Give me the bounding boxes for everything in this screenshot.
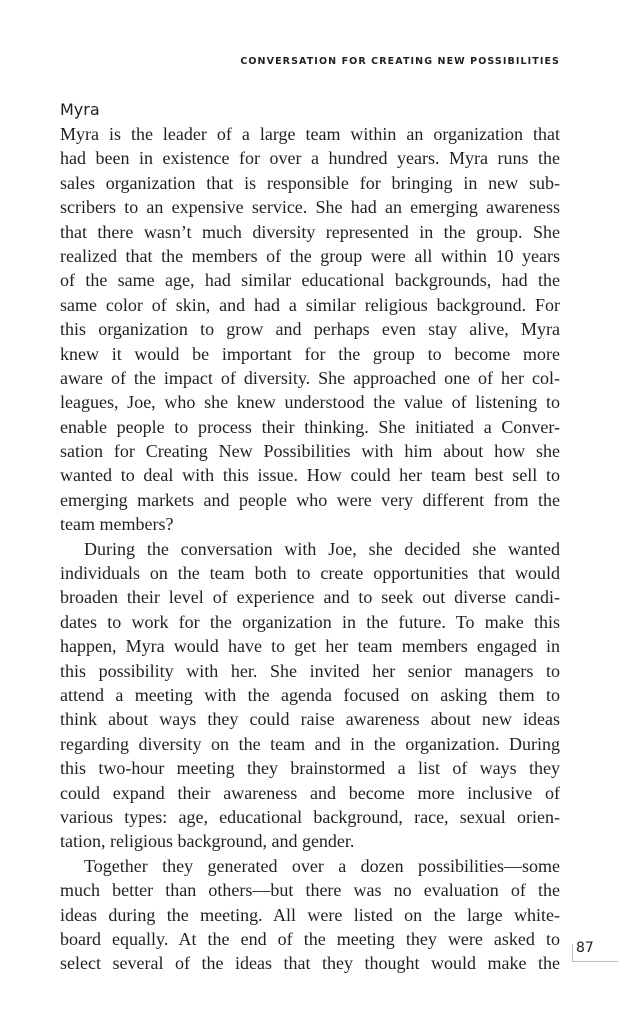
- text-line: realized that the members of the group were all within 10 years: [60, 245, 560, 266]
- section-heading: Myra: [60, 100, 100, 119]
- text-line: think about ways they could raise awareness about new ideas: [60, 709, 560, 730]
- text-line: same color of skin, and had a similar religious background. For: [60, 294, 560, 315]
- text-line: board equally. At the end of the meeting they were asked to: [60, 928, 560, 949]
- running-head: CONVERSATION FOR CREATING NEW POSSIBILITIES: [240, 56, 560, 67]
- text-line: knew it would be important for the group to become more: [60, 343, 560, 364]
- text-line: could expand their awareness and become more inclusive of: [60, 782, 560, 803]
- text-line: broaden their level of experience and to seek out diverse candi-: [60, 587, 560, 608]
- text-line: sation for Creating New Possibilities with him about how she: [60, 441, 560, 462]
- text-line: enable people to process their thinking. She initiated a Conver-: [60, 416, 560, 437]
- text-line: scribers to an expensive service. She had an emerging awareness: [60, 197, 560, 218]
- paragraph: [60, 537, 560, 854]
- text-line: this two-hour meeting they brainstormed a list of ways they: [60, 758, 560, 779]
- text-line: ideas during the meeting. All were listed on the large white-: [60, 904, 560, 925]
- text-line: this possibility with her. She invited her senior managers to: [60, 660, 560, 681]
- text-line: During the conversation with Joe, she decided she wanted: [84, 538, 560, 559]
- text-line: regarding diversity on the team and in the organization. During: [60, 733, 560, 754]
- text-line: happen, Myra would have to get her team members engaged in: [60, 636, 560, 657]
- text-line: had been in existence for over a hundred years. Myra runs the: [60, 148, 560, 169]
- text-line: Myra is the leader of a large team within an organization that: [60, 124, 560, 144]
- text-line: tation, religious background, and gender.: [60, 831, 355, 852]
- text-line: emerging markets and people who were very different from the: [60, 489, 560, 510]
- text-line: Together they generated over a dozen possibilities—some: [84, 855, 560, 876]
- text-line: much better than others—but there was no evaluation of the: [60, 880, 560, 901]
- text-line: various types: age, educational background, race, sexual orien-: [60, 806, 560, 827]
- paragraph: [60, 122, 560, 537]
- text-line: sales organization that is responsible for bringing in new sub-: [60, 172, 560, 193]
- text-line: attend a meeting with the agenda focused on asking them to: [60, 684, 560, 705]
- text-line: wanted to deal with this issue. How could her team best sell to: [60, 465, 560, 486]
- text-line: this organization to grow and perhaps even stay alive, Myra: [60, 319, 560, 340]
- page-number-rule: [572, 961, 618, 962]
- page-number-rule-vertical: [572, 944, 573, 961]
- text-line: that there wasn’t much diversity represented in the group. She: [60, 221, 560, 242]
- paragraph: [60, 854, 560, 976]
- page-number: 87: [576, 940, 594, 956]
- text-line: team members?: [60, 514, 174, 535]
- text-line: select several of the ideas that they thought would make the: [60, 953, 560, 974]
- body-text: [60, 122, 560, 976]
- text-line: aware of the impact of diversity. She approached one of her col-: [60, 367, 560, 388]
- text-line: leagues, Joe, who she knew understood the value of listening to: [60, 392, 560, 413]
- text-line: individuals on the team both to create opportunities that would: [60, 563, 560, 584]
- text-line: dates to work for the organization in the future. To make this: [60, 611, 560, 632]
- text-line: of the same age, had similar educational backgrounds, had the: [60, 270, 560, 291]
